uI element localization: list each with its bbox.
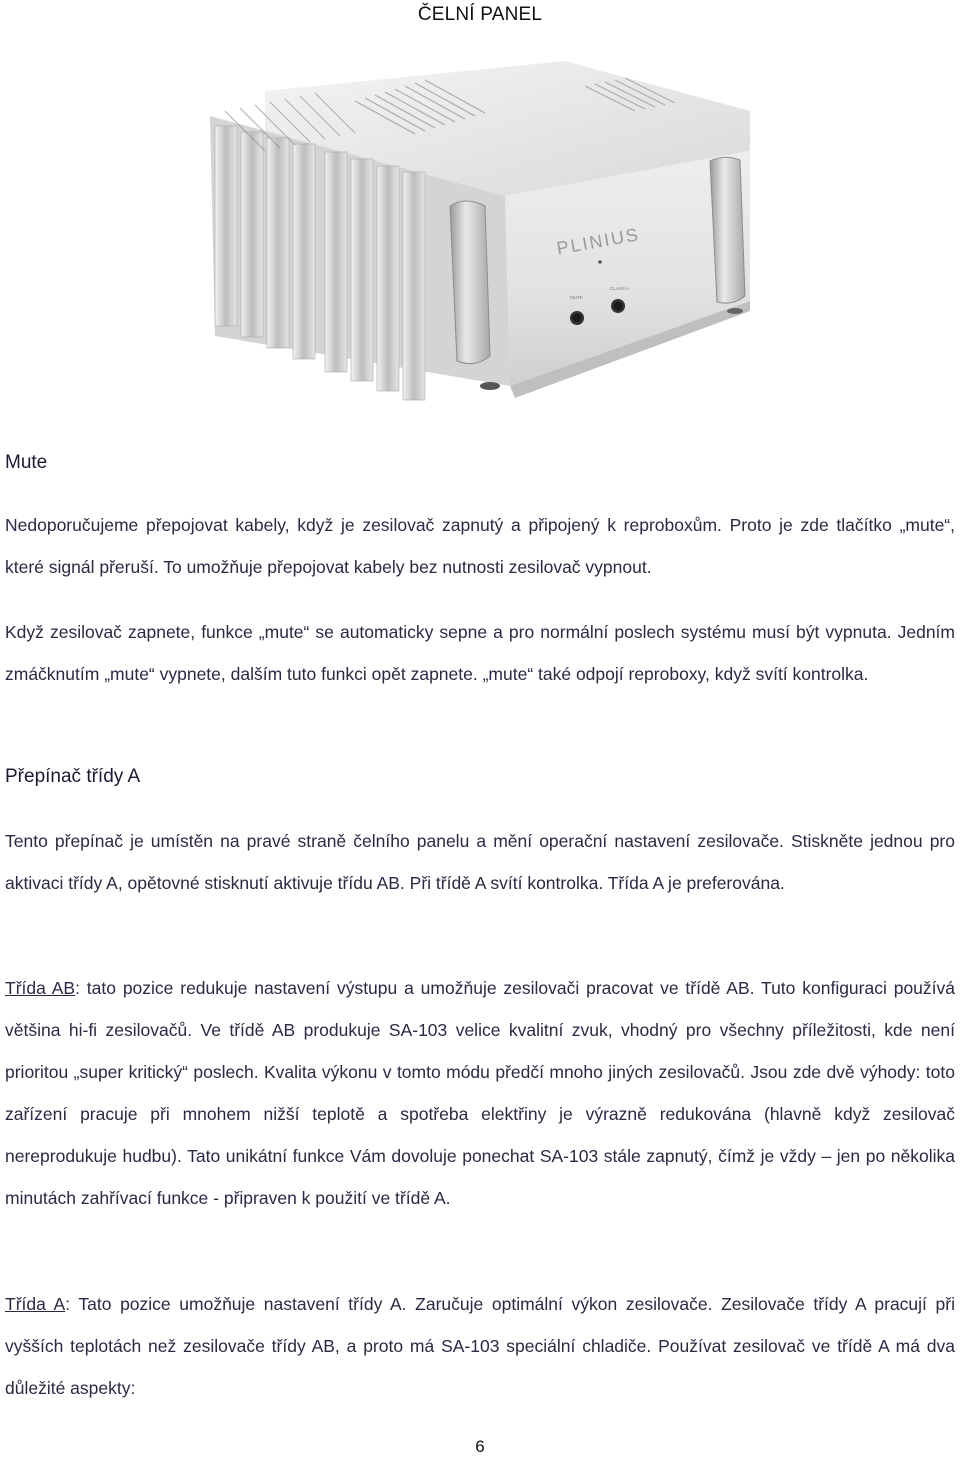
section-heading-mute: Mute <box>5 452 48 473</box>
mute-paragraph-2: Když zesilovač zapnete, funkce „mute“ se automaticky sepne a pro normální poslech systému musí být vypnuta. Jedním zmáčknutím „mute“ vypnete, dalším tuto funkci opět zapnete. „mute“ také odpojí reproboxy, když svítí kontrolka. <box>5 622 955 684</box>
class-ab-text: : tato pozice redukuje nastavení výstupu a umožňuje zesilovači pracovat ve třídě AB. Tuto konfiguraci používá většina hi-fi zesilovačů. Ve třídě AB produkuje SA-103 velice kvalitní zvuk, vhodný pro všechny příležitosti, kde není prioritou „super kritický“ poslech. Kvalita výkonu v tomto módu předčí mnoho jiných zesilovačů. Jsou zde dvě výhody: toto zařízení pracuje při mnohem nižší teplotě a spotřeba elektřiny je výrazně redukována (hlavně když zesilovač nereprodukuje hudbu). Tato unikátní funkce Vám dovoluje ponechat SA-103 stále zapnutý, čímž je vždy – jen po několika minutách zahřívací funkce - připraven k použití ve třídě A. <box>5 978 956 1208</box>
mute-button <box>570 311 584 325</box>
section-heading-class-a-switch: Přepínač třídy A <box>5 766 141 787</box>
class-a-text: : Tato pozice umožňuje nastavení třídy A. Zaručuje optimální výkon zesilovače. Zesilovače třídy A pracují při vyšších teplotách než zesilovače třídy AB, a proto má SA-103 speciální chladiče. Používat zesilovač ve třídě A má dva důležité aspekty: <box>5 1294 955 1398</box>
mute-paragraph-1: Nedoporučujeme přepojovat kabely, když je zesilovač zapnutý a připojený k reproboxům. Proto je zde tlačítko „mute“, které signál přeruší. To umožňuje přepojovat kabely bez nutnosti zesilovač vypnout. <box>5 515 955 577</box>
brand-logo: PLINIUS <box>555 224 642 259</box>
class-a-button-label: CLASS A <box>610 286 629 291</box>
amplifier-photo <box>205 56 750 418</box>
page-title: ČELNÍ PANEL <box>417 4 543 25</box>
class-ab-paragraph <box>5 967 955 1219</box>
class-a-label: Třída A <box>5 1294 66 1314</box>
class-a-paragraph <box>5 1283 955 1409</box>
class-a-button <box>611 299 625 313</box>
page-number: 6 <box>475 1437 485 1456</box>
mute-button-label: MUTE <box>570 295 583 300</box>
class-ab-label: Třída AB <box>5 978 76 998</box>
class-a-switch-paragraph: Tento přepínač je umístěn na pravé straně čelního panelu a mění operační nastavení zesilovače. Stiskněte jednou pro aktivaci třídy A, opětovné stisknutí aktivuje třídu AB. Při třídě A svítí kontrolka. Třída A je preferována. <box>5 831 955 893</box>
